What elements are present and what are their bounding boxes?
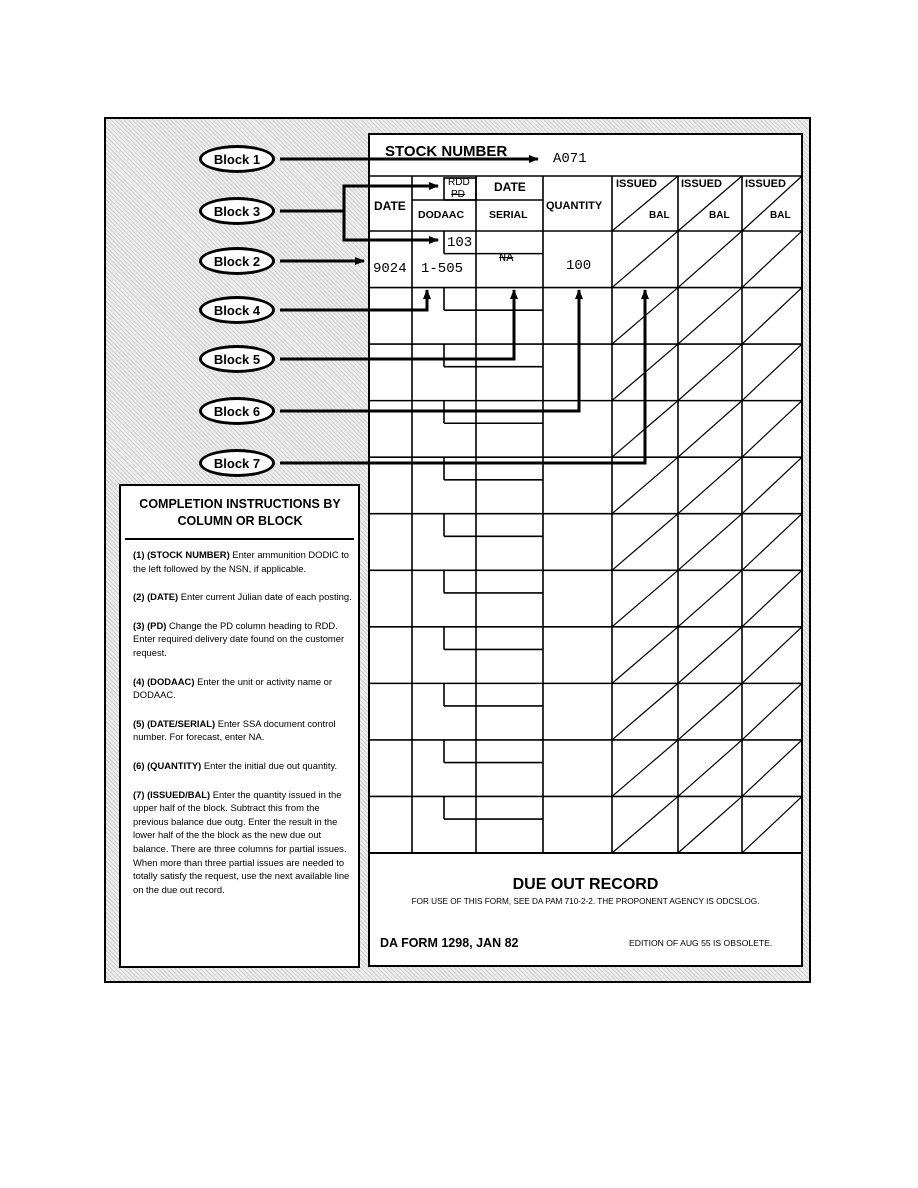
issued-bal-diagonal — [742, 457, 802, 514]
col-rdd: RDD — [448, 177, 470, 188]
instruction-item: (1) (STOCK NUMBER) Enter ammunition DODIC to the left followed by the NSN, if applicable. — [133, 549, 350, 574]
issued-bal-diagonal — [742, 683, 802, 740]
instruction-item: (6) (QUANTITY) Enter the initial due out quantity. — [133, 759, 338, 771]
issued-bal-diagonal — [742, 514, 802, 571]
col-bal-3: BAL — [770, 210, 791, 221]
block-5-callout: Block 5 — [199, 345, 275, 373]
issued-bal-diagonal — [678, 457, 742, 514]
block-2-callout: Block 2 — [199, 247, 275, 275]
col-bal-1: BAL — [649, 210, 670, 221]
instruction-item: (4) (DODAAC) Enter the unit or activity name or DODAAC. — [133, 675, 333, 701]
issued-bal-diagonal — [742, 344, 802, 401]
row1-rdd: 103 — [447, 235, 473, 251]
issued-bal-diagonal — [678, 231, 742, 288]
instruction-item: (2) (DATE) Enter current Julian date of each posting. — [133, 591, 352, 603]
block-6-callout: Block 6 — [199, 397, 275, 425]
stock-number-value: A071 — [553, 151, 587, 167]
instructions-title: COMPLETION INSTRUCTIONS BY COLUMN OR BLOCK — [139, 497, 341, 528]
col-quantity: QUANTITY — [546, 200, 603, 212]
issued-bal-diagonal — [612, 231, 678, 288]
row1-dodaac: 1-505 — [421, 261, 464, 277]
instructions-divider — [125, 538, 354, 540]
issued-bal-diagonal — [678, 796, 742, 853]
block-4-callout: Block 4 — [199, 296, 275, 324]
col-bal-2: BAL — [709, 210, 730, 221]
stock-number-label: STOCK NUMBER — [385, 143, 508, 160]
issued-bal-diagonal — [742, 231, 802, 288]
issued-bal-diagonal — [742, 288, 802, 345]
form-edition-note: EDITION OF AUG 55 IS OBSOLETE. — [629, 938, 773, 948]
col-issued-2: ISSUED — [681, 178, 722, 190]
col-pd: PD — [451, 189, 465, 200]
issued-bal-diagonal — [678, 627, 742, 684]
issued-bal-diagonal — [678, 344, 742, 401]
form-number: DA FORM 1298, JAN 82 — [380, 936, 519, 950]
issued-bal-diagonal — [742, 740, 802, 797]
issued-bal-diagonal — [742, 401, 802, 458]
form-use-note: FOR USE OF THIS FORM, SEE DA PAM 710-2-2. THE PROPONENT AGENCY IS ODCSLOG. — [411, 897, 760, 906]
instruction-item: (7) (ISSUED/BAL) Enter the quantity issued in the upper half of the block. Subtract this from the previous balance due outg. Enter the result in the lower half of the the block as the new due out balance. There are three columns for partial issues. When more than three partial issues are needed to totally satisfy the request, use the next available line on the due out record. — [133, 788, 350, 895]
col-serial: SERIAL — [489, 209, 528, 221]
col-date-serial-top: DATE — [494, 180, 526, 194]
row1-quantity: 100 — [566, 258, 592, 274]
block-1-callout: Block 1 — [199, 145, 275, 173]
form-title: DUE OUT RECORD — [512, 876, 659, 893]
instruction-item: (5) (DATE/SERIAL) Enter SSA document control number. For forecast, enter NA. — [133, 717, 336, 743]
issued-bal-diagonal — [612, 627, 678, 684]
issued-bal-diagonal — [612, 796, 678, 853]
issued-bal-diagonal — [612, 457, 678, 514]
issued-bal-diagonal — [678, 683, 742, 740]
issued-bal-diagonal — [742, 796, 802, 853]
completion-instructions-panel — [119, 484, 360, 968]
issued-bal-diagonal — [678, 570, 742, 627]
col-dodaac: DODAAC — [418, 209, 465, 221]
issued-bal-diagonal — [742, 570, 802, 627]
issued-bal-diagonal — [678, 740, 742, 797]
issued-bal-diagonal — [678, 288, 742, 345]
issued-bal-diagonal — [612, 570, 678, 627]
block-7-callout: Block 7 — [199, 449, 275, 477]
col-date: DATE — [374, 199, 406, 213]
issued-bal-diagonal — [742, 627, 802, 684]
instruction-item: (3) (PD) Change the PD column heading to RDD. Enter required delivery date found on the customer request. — [133, 619, 345, 658]
instructions-list — [133, 548, 355, 911]
issued-bal-diagonal — [612, 740, 678, 797]
issued-bal-diagonal — [612, 683, 678, 740]
issued-bal-diagonal — [612, 514, 678, 571]
col-issued-1: ISSUED — [616, 178, 657, 190]
row1-serial: NA — [499, 251, 514, 265]
col-issued-3: ISSUED — [745, 178, 786, 190]
issued-bal-diagonal — [678, 514, 742, 571]
row1-date: 9024 — [373, 261, 407, 277]
block-3-callout: Block 3 — [199, 197, 275, 225]
issued-bal-diagonal — [678, 401, 742, 458]
